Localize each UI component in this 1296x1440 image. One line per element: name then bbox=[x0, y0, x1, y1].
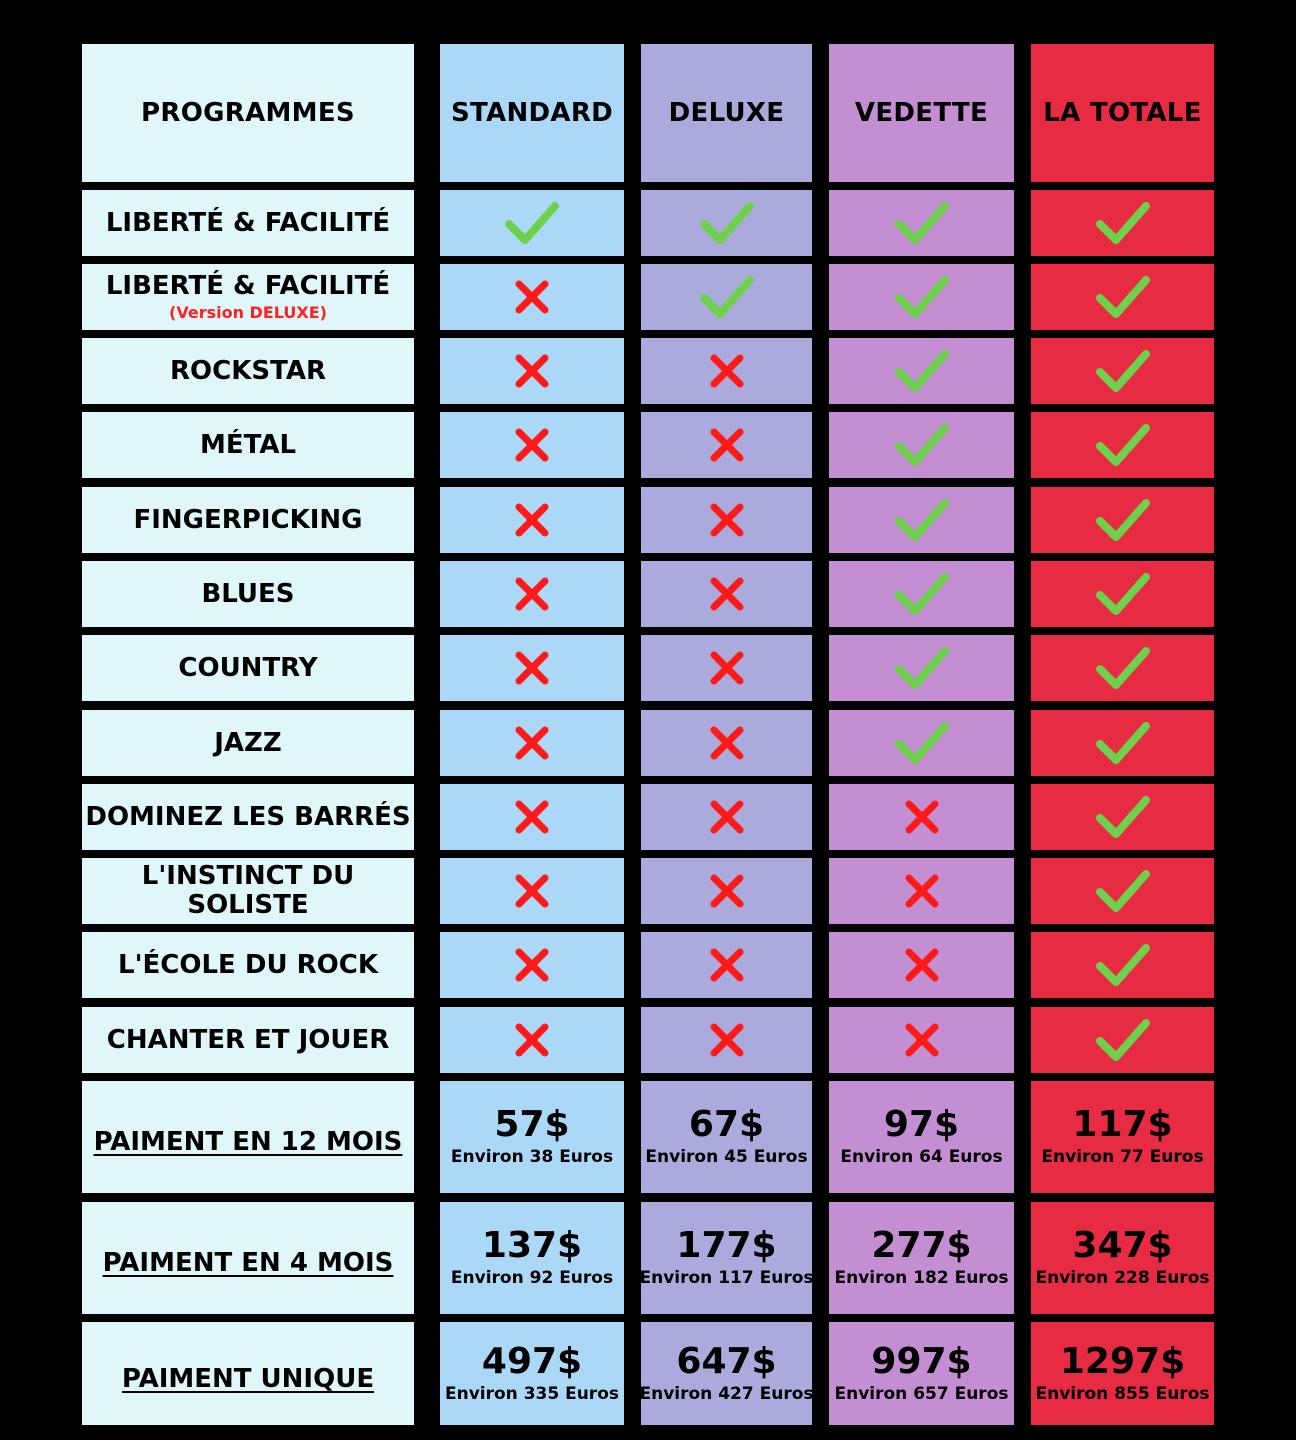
check-icon bbox=[1096, 422, 1150, 468]
price-euros: Environ 182 Euros bbox=[834, 1268, 1009, 1288]
payment-label: PAIMENT EN 4 MOIS bbox=[102, 1248, 394, 1278]
price-cell-deluxe bbox=[641, 1322, 812, 1425]
payment-label: PAIMENT UNIQUE bbox=[121, 1363, 375, 1394]
feature-cell-vedette bbox=[829, 932, 1014, 998]
cross-icon bbox=[514, 427, 550, 463]
cross-icon bbox=[904, 1022, 940, 1058]
price-usd: 97$ bbox=[883, 1104, 960, 1145]
feature-cell-deluxe bbox=[641, 932, 812, 998]
feature-label-cell bbox=[82, 635, 414, 701]
cross-icon bbox=[904, 799, 940, 835]
cross-icon bbox=[514, 947, 550, 983]
feature-label-cell bbox=[82, 264, 414, 330]
cross-icon bbox=[514, 279, 550, 315]
check-icon bbox=[1096, 200, 1150, 246]
price-usd: 117$ bbox=[1072, 1104, 1173, 1145]
feature-cell-vedette bbox=[829, 635, 1014, 701]
feature-cell-la-totale bbox=[1031, 412, 1214, 478]
price-usd: 347$ bbox=[1072, 1225, 1173, 1266]
feature-label: COUNTRY bbox=[178, 652, 318, 683]
feature-cell-standard bbox=[440, 710, 624, 776]
cross-icon bbox=[709, 725, 745, 761]
feature-label-cell bbox=[82, 858, 414, 924]
cross-icon bbox=[709, 427, 745, 463]
feature-label: DOMINEZ LES BARRÉS bbox=[85, 801, 411, 832]
cross-icon bbox=[904, 873, 940, 909]
check-icon bbox=[1096, 497, 1150, 543]
check-icon bbox=[1096, 794, 1150, 840]
feature-cell-deluxe bbox=[641, 190, 812, 256]
price-euros: Environ 335 Euros bbox=[444, 1383, 619, 1404]
feature-cell-vedette bbox=[829, 784, 1014, 850]
price-usd: 137$ bbox=[481, 1225, 583, 1266]
cross-icon bbox=[709, 650, 745, 686]
check-icon bbox=[895, 720, 949, 766]
cross-icon bbox=[514, 576, 550, 612]
feature-cell-deluxe bbox=[641, 561, 812, 627]
feature-label-cell bbox=[82, 784, 414, 850]
price-cell-vedette bbox=[829, 1202, 1014, 1314]
payment-label-cell bbox=[82, 1081, 414, 1193]
cross-icon bbox=[514, 353, 550, 389]
feature-cell-deluxe bbox=[641, 858, 812, 924]
check-icon bbox=[1096, 645, 1150, 691]
price-euros: Environ 64 Euros bbox=[840, 1147, 1003, 1167]
feature-cell-deluxe bbox=[641, 338, 812, 404]
check-icon bbox=[895, 422, 949, 468]
feature-cell-deluxe bbox=[641, 412, 812, 478]
feature-label: FINGERPICKING bbox=[133, 504, 363, 535]
payment-label: PAIMENT EN 12 MOIS bbox=[93, 1127, 403, 1157]
feature-cell-vedette bbox=[829, 412, 1014, 478]
check-icon bbox=[895, 274, 949, 320]
feature-cell-standard bbox=[440, 561, 624, 627]
feature-cell-la-totale bbox=[1031, 487, 1214, 553]
cross-icon bbox=[709, 502, 745, 538]
feature-label-cell bbox=[82, 1007, 414, 1073]
feature-cell-vedette bbox=[829, 858, 1014, 924]
cross-icon bbox=[709, 353, 745, 389]
check-icon bbox=[700, 200, 754, 246]
feature-cell-la-totale bbox=[1031, 561, 1214, 627]
price-cell-standard bbox=[440, 1202, 624, 1314]
feature-label: CHANTER ET JOUER bbox=[106, 1024, 390, 1055]
payment-label-cell bbox=[82, 1322, 414, 1425]
feature-cell-vedette bbox=[829, 710, 1014, 776]
feature-cell-vedette bbox=[829, 338, 1014, 404]
feature-label: L'ÉCOLE DU ROCK bbox=[118, 949, 378, 980]
price-euros: Environ 855 Euros bbox=[1035, 1383, 1210, 1404]
feature-cell-vedette bbox=[829, 487, 1014, 553]
feature-label-cell bbox=[82, 932, 414, 998]
feature-cell-vedette bbox=[829, 264, 1014, 330]
price-cell-vedette bbox=[829, 1081, 1014, 1193]
payment-label-cell bbox=[82, 1202, 414, 1314]
feature-label: LIBERTÉ & FACILITÉ bbox=[105, 271, 391, 302]
check-icon bbox=[505, 200, 559, 246]
cross-icon bbox=[514, 502, 550, 538]
feature-label-cell bbox=[82, 190, 414, 256]
check-icon bbox=[1096, 942, 1150, 988]
price-usd: 497$ bbox=[481, 1340, 583, 1382]
price-cell-deluxe bbox=[641, 1081, 812, 1193]
feature-cell-la-totale bbox=[1031, 1007, 1214, 1073]
feature-label: BLUES bbox=[201, 578, 295, 609]
price-cell-la-totale bbox=[1031, 1322, 1214, 1425]
price-cell-vedette bbox=[829, 1322, 1014, 1425]
check-icon bbox=[895, 645, 949, 691]
feature-cell-vedette bbox=[829, 1007, 1014, 1073]
cross-icon bbox=[709, 576, 745, 612]
header-la-totale: LA TOTALE bbox=[1031, 44, 1214, 182]
feature-cell-la-totale bbox=[1031, 338, 1214, 404]
feature-label: ROCKSTAR bbox=[170, 355, 326, 386]
check-icon bbox=[895, 348, 949, 394]
price-cell-la-totale bbox=[1031, 1202, 1214, 1314]
feature-cell-standard bbox=[440, 412, 624, 478]
check-icon bbox=[895, 571, 949, 617]
feature-cell-standard bbox=[440, 487, 624, 553]
feature-cell-la-totale bbox=[1031, 264, 1214, 330]
check-icon bbox=[895, 200, 949, 246]
feature-cell-deluxe bbox=[641, 1007, 812, 1073]
price-usd: 997$ bbox=[871, 1340, 972, 1382]
cross-icon bbox=[514, 799, 550, 835]
feature-cell-standard bbox=[440, 858, 624, 924]
cross-icon bbox=[514, 650, 550, 686]
feature-cell-deluxe bbox=[641, 635, 812, 701]
check-icon bbox=[1096, 720, 1150, 766]
check-icon bbox=[895, 497, 949, 543]
feature-cell-deluxe bbox=[641, 264, 812, 330]
check-icon bbox=[1096, 1017, 1150, 1063]
price-euros: Environ 77 Euros bbox=[1041, 1147, 1204, 1167]
price-cell-la-totale bbox=[1031, 1081, 1214, 1193]
feature-cell-deluxe bbox=[641, 784, 812, 850]
price-cell-deluxe bbox=[641, 1202, 812, 1314]
feature-cell-vedette bbox=[829, 190, 1014, 256]
feature-label-cell bbox=[82, 338, 414, 404]
feature-cell-deluxe bbox=[641, 710, 812, 776]
feature-cell-standard bbox=[440, 1007, 624, 1073]
feature-cell-la-totale bbox=[1031, 635, 1214, 701]
feature-cell-standard bbox=[440, 264, 624, 330]
feature-cell-standard bbox=[440, 784, 624, 850]
price-euros: Environ 38 Euros bbox=[450, 1147, 614, 1167]
feature-label-cell bbox=[82, 561, 414, 627]
price-euros: Environ 427 Euros bbox=[639, 1383, 814, 1404]
cross-icon bbox=[709, 799, 745, 835]
feature-label-cell bbox=[82, 487, 414, 553]
price-cell-standard bbox=[440, 1081, 624, 1193]
feature-cell-standard bbox=[440, 338, 624, 404]
header-standard: STANDARD bbox=[440, 44, 624, 182]
feature-label: LIBERTÉ & FACILITÉ bbox=[105, 207, 391, 238]
feature-cell-la-totale bbox=[1031, 784, 1214, 850]
price-euros: Environ 657 Euros bbox=[834, 1383, 1009, 1404]
feature-cell-deluxe bbox=[641, 487, 812, 553]
check-icon bbox=[1096, 868, 1150, 914]
feature-label-cell bbox=[82, 412, 414, 478]
cross-icon bbox=[514, 725, 550, 761]
price-usd: 647$ bbox=[676, 1340, 777, 1382]
cross-icon bbox=[904, 947, 940, 983]
check-icon bbox=[700, 274, 754, 320]
feature-label-cell bbox=[82, 710, 414, 776]
price-usd: 177$ bbox=[676, 1225, 777, 1266]
price-cell-standard bbox=[440, 1322, 624, 1425]
cross-icon bbox=[709, 873, 745, 909]
feature-cell-la-totale bbox=[1031, 858, 1214, 924]
cross-icon bbox=[709, 1022, 745, 1058]
feature-label: JAZZ bbox=[214, 727, 282, 758]
price-euros: Environ 45 Euros bbox=[645, 1147, 808, 1167]
price-euros: Environ 92 Euros bbox=[450, 1268, 614, 1288]
header-vedette: VEDETTE bbox=[829, 44, 1014, 182]
cross-icon bbox=[514, 1022, 550, 1058]
cross-icon bbox=[709, 947, 745, 983]
price-usd: 57$ bbox=[494, 1104, 570, 1145]
cross-icon bbox=[514, 873, 550, 909]
price-euros: Environ 228 Euros bbox=[1035, 1268, 1210, 1288]
header-programmes: PROGRAMMES bbox=[82, 44, 414, 182]
check-icon bbox=[1096, 274, 1150, 320]
feature-cell-la-totale bbox=[1031, 710, 1214, 776]
check-icon bbox=[1096, 348, 1150, 394]
price-usd: 67$ bbox=[688, 1104, 765, 1145]
feature-label: L'INSTINCT DU SOLISTE bbox=[141, 861, 355, 920]
price-usd: 1297$ bbox=[1059, 1340, 1186, 1382]
price-usd: 277$ bbox=[871, 1225, 972, 1266]
price-euros: Environ 117 Euros bbox=[639, 1268, 814, 1288]
feature-cell-standard bbox=[440, 190, 624, 256]
feature-cell-la-totale bbox=[1031, 190, 1214, 256]
header-deluxe: DELUXE bbox=[641, 44, 812, 182]
feature-cell-standard bbox=[440, 635, 624, 701]
feature-sublabel: (Version DELUXE) bbox=[169, 302, 327, 322]
check-icon bbox=[1096, 571, 1150, 617]
feature-cell-standard bbox=[440, 932, 624, 998]
feature-label: MÉTAL bbox=[199, 429, 297, 460]
feature-cell-vedette bbox=[829, 561, 1014, 627]
feature-cell-la-totale bbox=[1031, 932, 1214, 998]
